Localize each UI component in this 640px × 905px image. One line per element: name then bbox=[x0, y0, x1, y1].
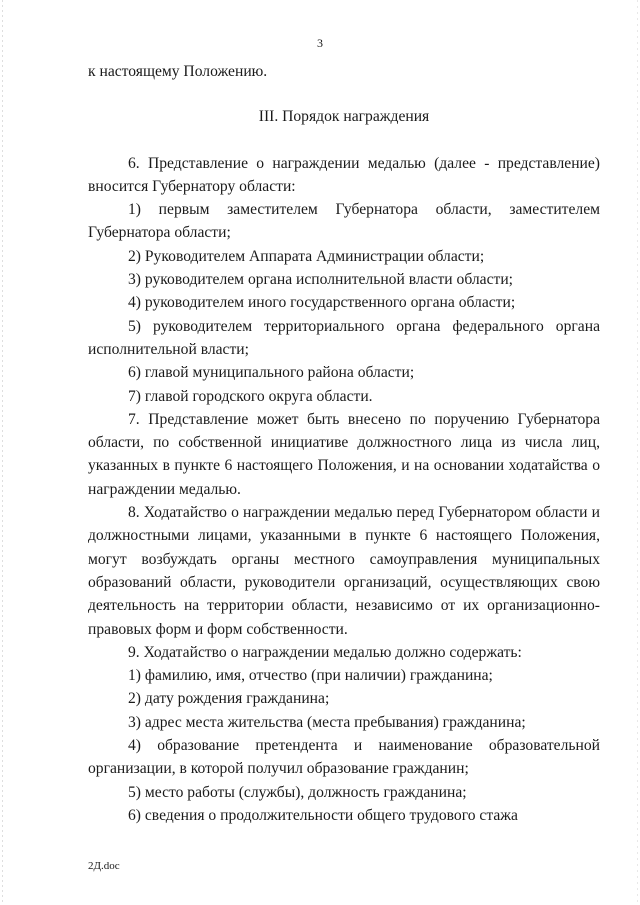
list-item: 7) главой городского округа области. bbox=[128, 387, 373, 405]
document-body bbox=[88, 60, 600, 827]
footer-filename: 2Д.doc bbox=[88, 860, 120, 872]
list-item: 6) главой муниципального района области; bbox=[128, 364, 415, 382]
list-item: 4) руководителем иного государственного органа области; bbox=[128, 294, 516, 312]
continuation-line: к настоящему Положению. bbox=[88, 63, 268, 80]
paragraph: 7. Представление может быть внесено по поручению Губернатора области, по собственной инициативе должностного лица из числа лиц, указанных в пункте 6 настоящего Положения, и на основании ходатайства о награждении медалью. bbox=[88, 410, 600, 498]
list-item: 1) фамилию, имя, отчество (при наличии) гражданина; bbox=[128, 667, 493, 685]
list-item: 6) сведения о продолжительности общего трудового стажа bbox=[128, 806, 518, 824]
paragraph: 6. Представление о награждении медалью (далее - представление) вносится Губернатору области: bbox=[88, 154, 600, 195]
section-title: III. Порядок награждения bbox=[258, 108, 430, 126]
scan-edge-left bbox=[2, 0, 3, 905]
list-item: 2) Руководителем Аппарата Администрации области; bbox=[128, 247, 485, 265]
list-item: 5) место работы (службы), должность гражданина; bbox=[128, 783, 467, 801]
paragraph: 9. Ходатайство о награждении медалью должно содержать: bbox=[128, 643, 522, 661]
scan-edge-right bbox=[637, 0, 638, 905]
list-item: 5) руководителем территориального органа федерального органа исполнительной власти; bbox=[88, 317, 600, 358]
list-item: 1) первым заместителем Губернатора области, заместителем Губернатора области; bbox=[88, 201, 600, 242]
list-item: 3) руководителем органа исполнительной власти области; bbox=[128, 271, 514, 289]
list-item: 4) образование претендента и наименование образовательной организации, в которой получил образование гражданин; bbox=[88, 737, 600, 778]
list-item: 3) адрес места жительства (места пребывания) гражданина; bbox=[128, 713, 526, 731]
page-number: 3 bbox=[317, 36, 323, 50]
paragraph: 8. Ходатайство о награждении медалью перед Губернатором области и должностными лицами, указанными в пункте 6 настоящего Положения, могут возбуждать органы местного самоуправления муниципальных образований области, руководители организаций, осуществляющих свою деятельность на территории области, независимо от их организационно-правовых форм и форм собственности. bbox=[88, 504, 600, 638]
list-item: 2) дату рождения гражданина; bbox=[128, 690, 330, 708]
